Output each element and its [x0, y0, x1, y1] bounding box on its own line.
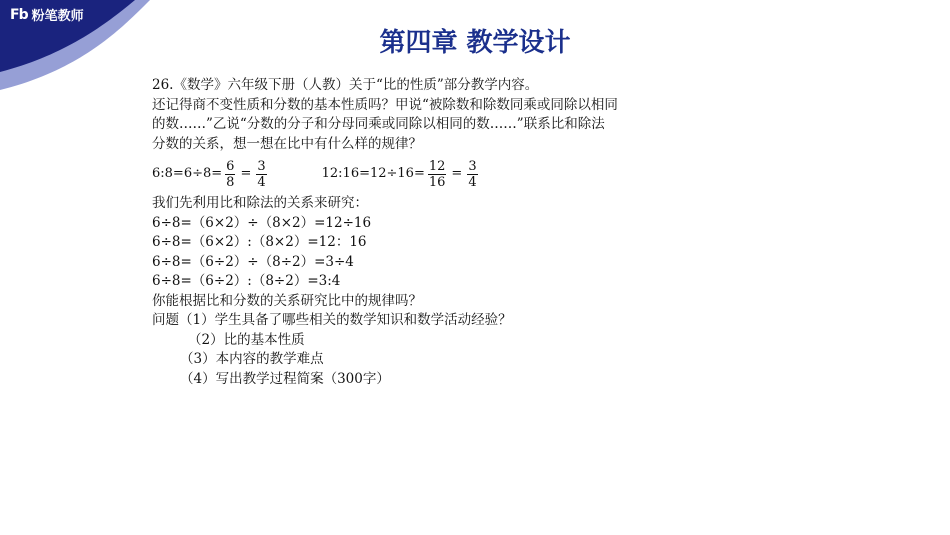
equation-2: [322, 159, 481, 190]
text-line: 我们先利用比和除法的关系来研究：: [152, 195, 368, 211]
equation-prefix: 12:16=12÷16=: [321, 166, 425, 182]
question-4: （4）写出教学过程简案（300字）: [180, 370, 390, 387]
text-line: 问题（1）学生具备了哪些相关的数学知识和数学活动经验？: [152, 312, 512, 328]
text-line: 的数……”乙说“分数的分子和分母同乘或同除以相同的数……”联系比和除法: [152, 116, 605, 132]
text-line: 6÷8=（6÷2）:（8÷2）=3:4: [152, 273, 341, 289]
equals-sign: =: [451, 166, 463, 182]
numerator: 12: [428, 158, 446, 174]
page-title: 第四章 教学设计: [379, 28, 571, 58]
denominator: 4: [468, 174, 477, 190]
text-line: 26.《数学》六年级下册（人教）关于“比的性质”部分教学内容。: [152, 77, 539, 93]
text-line: 6÷8=（6×2）÷（8×2）=12÷16: [152, 214, 372, 231]
fraction: [467, 159, 477, 190]
denominator: 16: [428, 174, 446, 190]
fraction: [428, 159, 447, 190]
equals-sign: =: [240, 166, 252, 182]
numerator: 3: [257, 158, 266, 174]
denominator: 8: [226, 174, 235, 190]
numerator: 6: [226, 158, 235, 174]
equation-1: [152, 159, 270, 190]
fraction: [256, 159, 266, 190]
fraction: [225, 159, 235, 190]
brand-name: 粉笔教师: [31, 9, 84, 24]
question-2: （2）比的基本性质: [188, 331, 305, 348]
question-3: （3）本内容的教学难点: [180, 351, 324, 367]
text-line: 6÷8=（6÷2）÷（8÷2）=3÷4: [152, 253, 354, 270]
text-line: 6÷8=（6×2）:（8×2）=12：16: [152, 234, 367, 250]
denominator: 4: [257, 174, 266, 190]
text-line: 分数的关系，想一想在比中有什么样的规律？: [152, 135, 422, 152]
fb-logo-icon: Fb: [10, 6, 28, 23]
equation-prefix: 6:8=6÷8=: [152, 166, 223, 182]
text-line: 你能根据比和分数的关系研究比中的规律吗？: [152, 292, 422, 309]
numerator: 3: [468, 158, 477, 174]
question-content: [152, 76, 692, 389]
text-line: 还记得商不变性质和分数的基本性质吗？甲说“被除数和除数同乘或同除以相同: [152, 96, 618, 113]
equation-row: [152, 154, 692, 194]
